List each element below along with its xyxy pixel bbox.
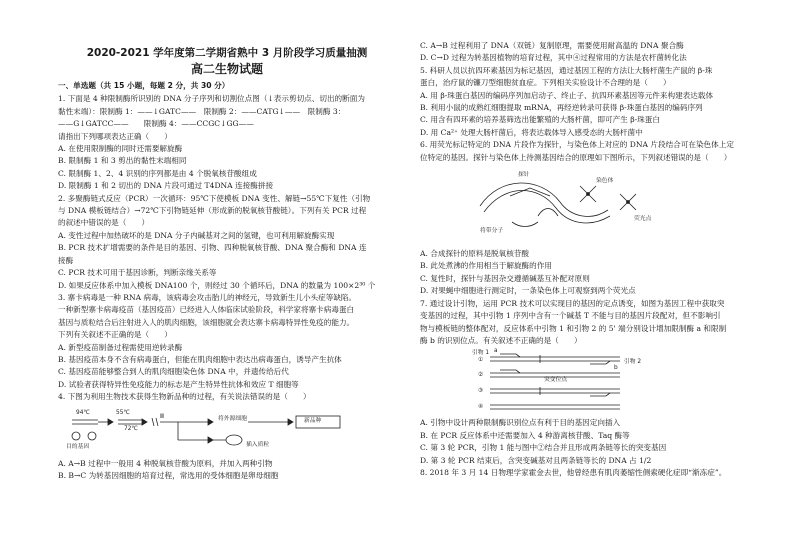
left-lines-line: A. 新型疫苗制备过程需使用逆转录酶: [58, 342, 183, 352]
left-lines-line: 黏性末端）：限制酶 1：——↓GATC—— 限制酶 2：——CATG↓—— 限制酶 3：: [58, 106, 346, 116]
figure-q6: [420, 166, 755, 246]
right-lines2-line: 酶 b 的识别位点。有关叙述不正确的是（ ）: [420, 335, 582, 345]
right-lines1-line: C. 用含有四环素的培养基筛选出能繁殖的大肠杆菌，即可产生 β-珠蛋白: [420, 115, 660, 125]
left-lines-line: 1. 下面是 4 种限制酶所识别的 DNA 分子序列和切割位点图（↓表示剪切点、切出的断面为: [58, 94, 365, 104]
left-after-fig-line: B. B→C 为转基因细胞的培育过程，常选用的受体细胞是卵母细胞: [58, 470, 279, 480]
fig6-fluor-label: 荧光点: [634, 216, 652, 223]
right-lines3-line: C. 第 3 轮 PCR，引物 1 能与图中②结合并且形成两条链等长的突变基因: [420, 443, 667, 453]
right-lines2-line: C. 复性时，探针与基因杂交遵循碱基互补配对原则: [420, 273, 590, 283]
fig4-temp-1: 94℃: [76, 409, 90, 416]
section-heading: 一、单选题（共 15 小题，每题 2 分，共 30 分）: [58, 81, 230, 90]
left-lines-line: C. 限制酶 1、2、4 识别的序列都是由 4 个脱氧核苷酸组成: [58, 168, 257, 178]
left-after-fig-line: A. A→B 过程中一般用 4 种脱氧核苷酸为原料，并加入两种引物: [58, 458, 273, 468]
figure-q4-diagram: [58, 406, 396, 456]
question-text-block-right-3: [420, 417, 755, 479]
right-lines3-line: 8. 2018 年 3 月 14 日物理学家霍金去世，他曾经患有肌肉萎缩性侧索硬化症即“渐冻症”。: [420, 467, 727, 477]
left-lines-line: 的叙述中错误的是（ ）: [58, 218, 150, 228]
left-lines-line: A. 在使用限制酶的同时还需要解旋酶: [58, 144, 183, 154]
figure-q4: [58, 406, 396, 456]
fig4-cell-label: 将外源细胞: [218, 415, 247, 422]
fig7-mut-label: 突变位点: [544, 377, 568, 384]
right-lines3-line: D. 第 3 轮 PCR 结束后，含突变碱基对且两条链等长的 DNA 占 1/2: [420, 455, 652, 465]
question-text-block-right-1: [420, 40, 755, 164]
fig7-primer1: 引物 1: [472, 350, 490, 357]
right-lines1-line: 5. 科研人员以抗四环素基因为标记基因，通过基因工程的方法让大肠杆菌生产鼠的 β-珠: [420, 65, 713, 75]
left-lines-line: D. 试验者获得特异性免疫能力的标志是产生特异性抗体和效应 T 细胞等: [58, 379, 299, 389]
fig7-primer2: 引物 2: [624, 359, 642, 366]
exam-title: 2020-2021 学年度第二学期省熟中 3 月阶段学习质量抽测: [86, 47, 368, 59]
right-lines1-line: B. 利用小鼠的成熟红细胞提取 mRNA，再经逆转录可获得 β-珠蛋白基因的编码序列: [420, 103, 703, 113]
right-lines1-line: C. A→B 过程利用了 DNA（双链）复制原理，需要使用耐高温的 DNA 聚合酶: [420, 41, 684, 50]
fig7-step1: ①: [478, 357, 484, 364]
figure-q7: [420, 349, 755, 415]
left-lines-line: 下列有关叙述不正确的是（ ）: [58, 330, 172, 340]
right-lines2-line: 物与模板链的整体配对，反应体系中引物 1 和引物 2 的 5' 端分别设计增加限制酶 a 和限制: [420, 323, 727, 333]
right-lines2-line: A. 合成探针的原料是脱氧核苷酸: [420, 249, 530, 259]
left-lines-line: 3. 寨卡病毒是一种 RNA 病毒，该病毒会攻击胎儿的神经元，导致新生儿小头症等缺陷。: [58, 292, 357, 302]
fig4-target-label: 目的基因: [66, 443, 90, 450]
right-lines3-line: A. 引物中设计两种限制酶识别位点有利于目的基因定向插入: [420, 418, 621, 428]
fig7-a-label: a: [494, 348, 498, 355]
right-lines2-line: 变基因的过程，其中引物 1 序列中含有一个碱基 T 不能与目的基因片段配对，但不影响引: [420, 311, 721, 321]
fig7-step3: ③: [478, 388, 484, 395]
fig7-step2: ②: [478, 372, 484, 379]
fig4-temp-3: 72℃: [124, 425, 138, 432]
left-lines-line: 一种新型寨卡病毒疫苗（基因疫苗）已经进入人体临床试验阶段，科学家将寨卡病毒蛋白: [58, 305, 355, 315]
right-lines1-line: 蛋白，治疗鼠的镰刀型细胞贫血症。下列相关实验设计不合理的是（ ）: [420, 78, 671, 88]
left-lines-line: C. 基因疫苗能够整合到人的肌肉细胞染色体 DNA 中，并遗传给后代: [58, 367, 289, 377]
left-lines-line: 与 DNA 模板链结合）→72℃下引物链延伸（形成新的脱氧核苷酸链）。下列有关 PCR 过程: [58, 206, 367, 216]
left-lines-line: 2. 多聚酶链式反应（PCR）一次循环：95℃下使模板 DNA 变性、解链→55℃下复性（引物: [58, 193, 371, 203]
right-lines1-line: D. C→D 过程为转基因植物的培育过程，其中④过程常用的方法是农杆菌转化法: [420, 53, 687, 63]
fig7-b-label: b: [614, 365, 618, 372]
left-lines-line: C. PCR 技术可用于基因诊断，判断亲缘关系等: [58, 268, 217, 278]
right-column: [420, 40, 755, 479]
fig4-temp-2: 55℃: [116, 409, 130, 416]
fig4-insert-label: 插入质粒: [246, 441, 270, 448]
question-text-block-right-2: [420, 248, 755, 347]
left-lines-line: D. 限制酶 1 和 2 切出的 DNA 片段可通过 T4DNA 连接酶拼接: [58, 181, 274, 191]
right-lines1-line: D. 用 Ca²⁺ 处理大肠杆菌后，将表达载体导入感受态的大肠杆菌中: [420, 127, 643, 137]
figure-q6-diagram: [420, 166, 755, 246]
question-4-options: [58, 458, 396, 483]
fig6-chrom-label: 染色体: [596, 178, 614, 185]
left-lines-line: ——G↓GATCC—— 限制酶 4：——CCGC↓GG——: [58, 119, 254, 129]
fig4-chain-label: Ⅲ: [160, 413, 164, 420]
left-lines-line: 接酶: [58, 255, 74, 265]
figure-q7-diagram: [420, 349, 755, 415]
left-lines-line: A. 变性过程中加热破坏的是 DNA 分子内碱基对之间的氢键，也可利用解旋酶实现: [58, 230, 335, 240]
left-lines-line: 4. 下图为利用生物技术获得生物新品种的过程，有关说法错误的是（ ）: [58, 392, 311, 402]
right-lines2-line: B. 此处煮沸的作用相当于解旋酶的作用: [420, 261, 552, 271]
left-lines-line: D. 如果反应体系中加入模板 DNA100 个，则经过 30 个循环后，DNA 的数量为 100×2³⁰ 个: [58, 280, 376, 290]
fig7-step4: ④: [478, 404, 484, 411]
right-lines2-line: 7. 通过设计引物，运用 PCR 技术可以实现目的基因的定点诱变，如图为基因工程中获取突: [420, 298, 725, 308]
left-lines-line: B. 基因疫苗本身不含有病毒蛋白，但能在肌肉细胞中表达出病毒蛋白，诱导产生抗体: [58, 354, 342, 364]
right-lines1-line: 6. 用荧光标记特定的 DNA 片段作为探针，与染色体上对应的 DNA 片段结合可在染色体上定: [420, 140, 734, 150]
right-lines1-line: A. 用 β-珠蛋白基因的编码序列加启动子、终止子、抗四环素基因等元件来构建表达载体: [420, 90, 714, 100]
exam-subtitle: 高二生物试题: [190, 62, 263, 76]
right-lines1-line: 位特定的基因。探针与染色体上待测基因结合的原理如下图所示，下列叙述错误的是（ ）: [420, 152, 732, 162]
fig6-cell-label: 将带分子: [480, 228, 504, 235]
fig6-probe-label: 探针: [518, 172, 530, 179]
left-lines-line: B. PCR 技术扩增需要的条件是目的基因、引物、四种脱氧核苷酸、DNA 聚合酶和 DNA 连: [58, 243, 367, 253]
question-text-block: [58, 93, 396, 403]
left-lines-line: 基因与质粒结合后注射进入人的肌肉细胞，该细胞就会表达寨卡病毒特异性免疫的能力。: [58, 317, 355, 327]
right-lines2-line: D. 对果蝇中细胞进行测定时，一条染色体上可观察到两个荧光点: [420, 286, 636, 296]
fig4-new-variety: 新品种: [304, 417, 322, 424]
right-lines3-line: B. 在 PCR 反应体系中还需要加入 4 种游离核苷酸、Taq 酶等: [420, 430, 630, 440]
left-column: [58, 46, 396, 482]
left-lines-line: 请指出下列哪项表达正确（ ）: [58, 131, 172, 141]
left-lines-line: B. 限制酶 1 和 3 剪出的黏性末端相同: [58, 156, 187, 166]
